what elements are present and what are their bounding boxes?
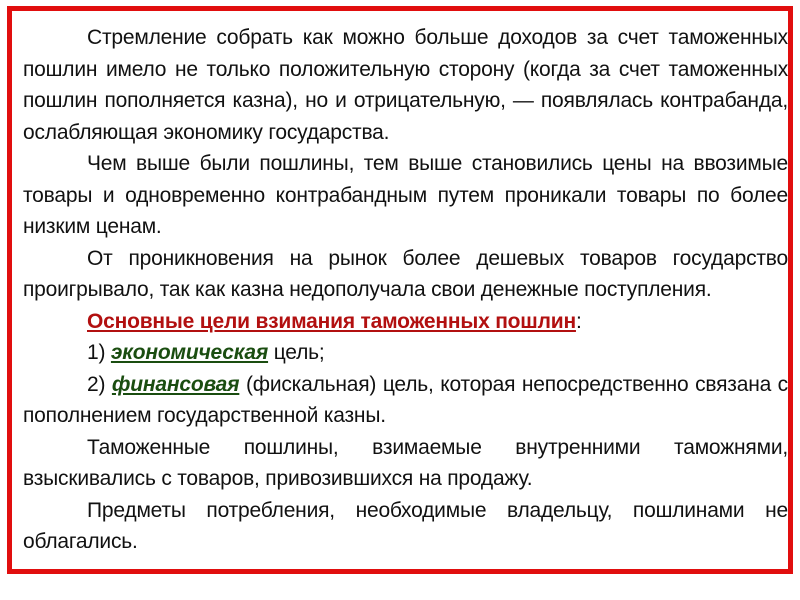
slide-text: [23, 22, 788, 558]
paragraph-state-losses: От проникновения на рынок более дешевых товаров государство проигрывало, так как казна недополучала свои денежные поступления.: [23, 246, 788, 301]
goal-item-number: 1): [87, 341, 111, 364]
goal-term-economic: экономическая: [110, 341, 269, 364]
goal-term-financial: финансовая: [111, 372, 240, 396]
goal-item-economic: [23, 337, 788, 369]
goal-item-number: 2): [87, 372, 112, 396]
paragraph-internal-customs: Таможенные пошлины, взимаемые внутренними таможнями, взыскивались с товаров, привозившихся на продажу.: [23, 435, 788, 490]
goals-heading-colon: :: [575, 309, 582, 333]
goal-item-text: (фискальная) цель, которая непосредственно связана с пополнением государственной казны.: [23, 372, 788, 427]
goal-item-financial: [23, 369, 788, 432]
goals-heading-line: [23, 306, 788, 338]
slide-frame: [7, 6, 793, 574]
paragraph-consumer-goods: Предметы потребления, необходимые владельцу, пошлинами не облагались.: [23, 498, 788, 553]
paragraph-contraband: Стремление собрать как можно больше доходов за счет таможенных пошлин имело не только положительную сторону (когда за счет таможенных пошлин пополняется казна), но и отрицательную, — появлялась контрабанда, ослабляющая экономику государства.: [23, 26, 788, 144]
goal-item-text: цель;: [268, 341, 325, 364]
goals-heading: Основные цели взимания таможенных пошлин: [87, 309, 576, 333]
paragraph-prices: Чем выше были пошлины, тем выше становились цены на ввозимые товары и одновременно контрабандным путем проникали товары по более низким ценам.: [23, 152, 788, 238]
